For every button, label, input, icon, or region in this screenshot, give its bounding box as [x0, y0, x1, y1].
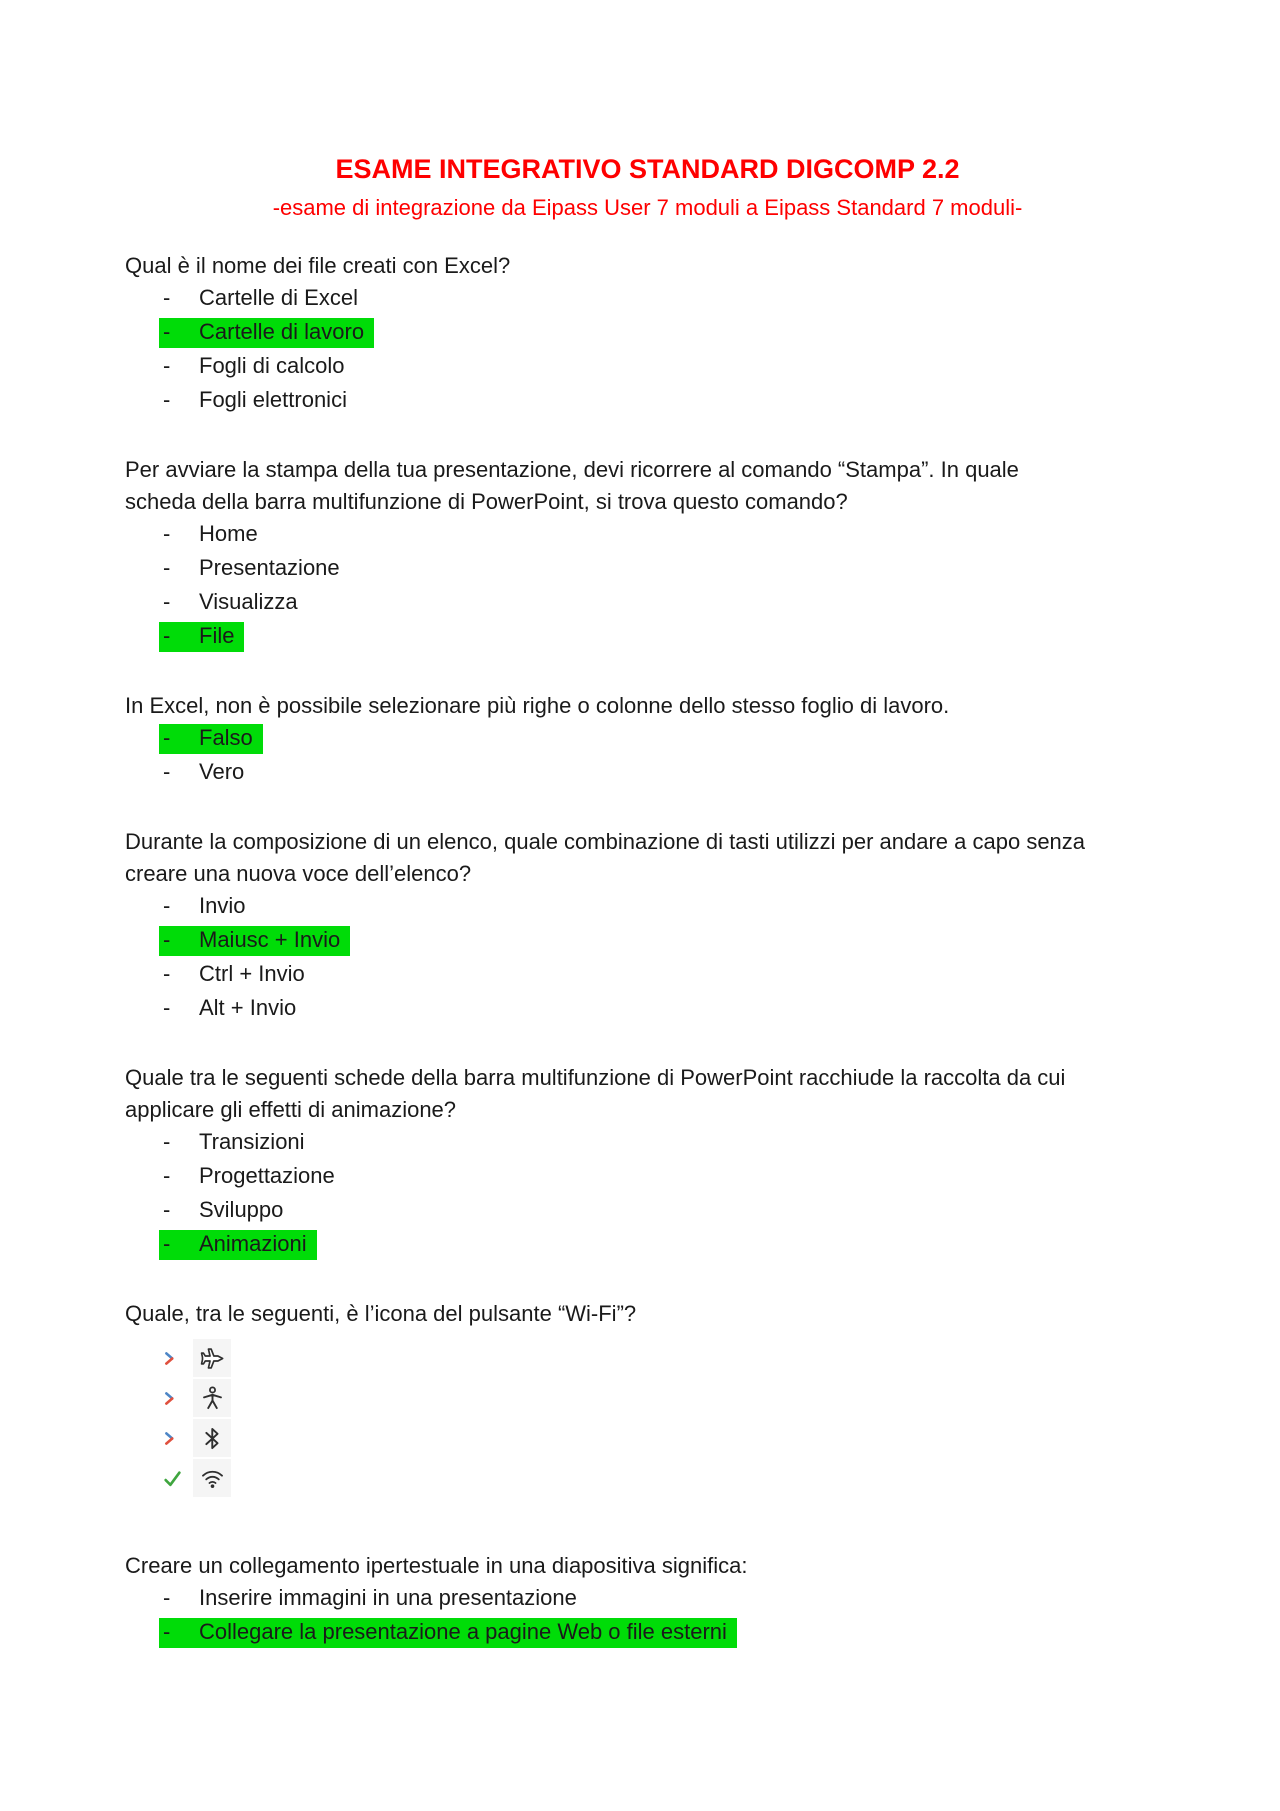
option-bullet: -	[163, 927, 171, 952]
options-list	[125, 890, 1170, 1026]
question-block-3	[125, 690, 1170, 790]
question-block-1	[125, 250, 1170, 418]
option-item	[125, 282, 1170, 316]
icon-options-list	[125, 1338, 1170, 1498]
option-item	[125, 1616, 1170, 1650]
page-subtitle: -esame di integrazione da Eipass User 7 moduli a Eipass Standard 7 moduli-	[272, 195, 1023, 220]
option-item	[125, 384, 1170, 418]
airplane-icon	[199, 1345, 226, 1372]
option-item	[125, 992, 1170, 1026]
icon-tile	[193, 1419, 231, 1457]
question-text: In Excel, non è possibile selezionare più righe o colonne dello stesso foglio di lavoro.	[125, 693, 950, 718]
option-bullet: -	[163, 521, 171, 546]
option-label: Visualizza	[199, 589, 298, 614]
option-label: Alt + Invio	[199, 995, 297, 1020]
options-list	[125, 1582, 1170, 1650]
option-bullet: -	[163, 387, 171, 412]
option-bullet: -	[163, 319, 171, 344]
option-item	[125, 890, 1170, 924]
question-text: Per avviare la stampa della tua presentazione, devi ricorrere al comando “Stampa”. In quale	[125, 457, 1019, 482]
option-bullet: -	[163, 555, 171, 580]
option-bullet: -	[163, 623, 171, 648]
option-item	[125, 722, 1170, 756]
option-bullet: -	[163, 1619, 171, 1644]
option-label: Maiusc + Invio	[199, 927, 341, 952]
option-item	[125, 1228, 1170, 1262]
option-highlight	[159, 622, 244, 652]
option-label: Fogli di calcolo	[199, 353, 345, 378]
option-label: Cartelle di lavoro	[199, 319, 365, 344]
icon-tile	[193, 1379, 231, 1417]
question-block-6	[125, 1298, 1170, 1498]
option-highlight	[159, 926, 350, 956]
option-label: File	[199, 623, 235, 648]
option-item	[125, 552, 1170, 586]
question-block-5	[125, 1062, 1170, 1262]
option-highlight	[159, 318, 374, 348]
option-label: Collegare la presentazione a pagine Web o file esterni	[199, 1619, 727, 1644]
question-text: applicare gli effetti di animazione?	[125, 1097, 457, 1122]
option-label: Invio	[199, 893, 246, 918]
question-block-7	[125, 1550, 1170, 1650]
chevron-right-icon	[163, 1430, 193, 1447]
question-text: Creare un collegamento ipertestuale in una diapositiva significa:	[125, 1553, 748, 1578]
option-item	[125, 518, 1170, 552]
option-label: Sviluppo	[199, 1197, 284, 1222]
option-bullet: -	[163, 1197, 171, 1222]
option-bullet: -	[163, 995, 171, 1020]
option-bullet: -	[163, 1163, 171, 1188]
option-label: Animazioni	[199, 1231, 307, 1256]
option-label: Presentazione	[199, 555, 340, 580]
icon-tile	[193, 1339, 231, 1377]
options-list	[125, 282, 1170, 418]
question-text: Durante la composizione di un elenco, quale combinazione di tasti utilizzi per andare a capo senza	[125, 829, 1086, 854]
option-item	[125, 1582, 1170, 1616]
option-bullet: -	[163, 759, 171, 784]
option-item	[125, 350, 1170, 384]
options-list	[125, 518, 1170, 654]
option-label: Cartelle di Excel	[199, 285, 358, 310]
option-label: Inserire immagini in una presentazione	[199, 1585, 577, 1610]
option-bullet: -	[163, 353, 171, 378]
question-text: scheda della barra multifunzione di PowerPoint, si trova questo comando?	[125, 489, 848, 514]
accessibility-icon	[199, 1385, 226, 1412]
option-highlight	[159, 1230, 317, 1260]
option-bullet: -	[163, 1231, 171, 1256]
wifi-icon	[199, 1465, 226, 1492]
option-label: Falso	[199, 725, 253, 750]
option-bullet: -	[163, 725, 171, 750]
option-item	[125, 958, 1170, 992]
option-item	[125, 586, 1170, 620]
option-item	[125, 316, 1170, 350]
option-bullet: -	[163, 285, 171, 310]
question-text: Quale tra le seguenti schede della barra multifunzione di PowerPoint racchiude la raccolta da cui	[125, 1065, 1066, 1090]
icon-option-accessibility	[163, 1378, 1170, 1418]
option-label: Progettazione	[199, 1163, 335, 1188]
option-bullet: -	[163, 1129, 171, 1154]
option-bullet: -	[163, 589, 171, 614]
option-item	[125, 620, 1170, 654]
checkmark-icon	[163, 1470, 193, 1487]
option-highlight	[159, 724, 263, 754]
option-item	[125, 1194, 1170, 1228]
question-text: Quale, tra le seguenti, è l’icona del pulsante “Wi-Fi”?	[125, 1301, 637, 1326]
icon-option-airplane	[163, 1338, 1170, 1378]
bluetooth-icon	[199, 1425, 226, 1452]
option-bullet: -	[163, 961, 171, 986]
option-item	[125, 756, 1170, 790]
option-item	[125, 1160, 1170, 1194]
option-label: Ctrl + Invio	[199, 961, 305, 986]
icon-tile	[193, 1459, 231, 1497]
option-highlight	[159, 1618, 737, 1648]
option-bullet: -	[163, 893, 171, 918]
option-label: Transizioni	[199, 1129, 305, 1154]
icon-option-bluetooth	[163, 1418, 1170, 1458]
option-label: Vero	[199, 759, 245, 784]
icon-option-wifi	[163, 1458, 1170, 1498]
option-bullet: -	[163, 1585, 171, 1610]
question-block-4	[125, 826, 1170, 1026]
options-list	[125, 1126, 1170, 1262]
option-item	[125, 924, 1170, 958]
question-text: Qual è il nome dei file creati con Excel?	[125, 253, 511, 278]
question-block-2	[125, 454, 1170, 654]
option-item	[125, 1126, 1170, 1160]
option-label: Fogli elettronici	[199, 387, 347, 412]
option-label: Home	[199, 521, 258, 546]
question-text: creare una nuova voce dell’elenco?	[125, 861, 472, 886]
chevron-right-icon	[163, 1350, 193, 1367]
chevron-right-icon	[163, 1390, 193, 1407]
options-list	[125, 722, 1170, 790]
page-title: ESAME INTEGRATIVO STANDARD DIGCOMP 2.2	[335, 154, 960, 184]
